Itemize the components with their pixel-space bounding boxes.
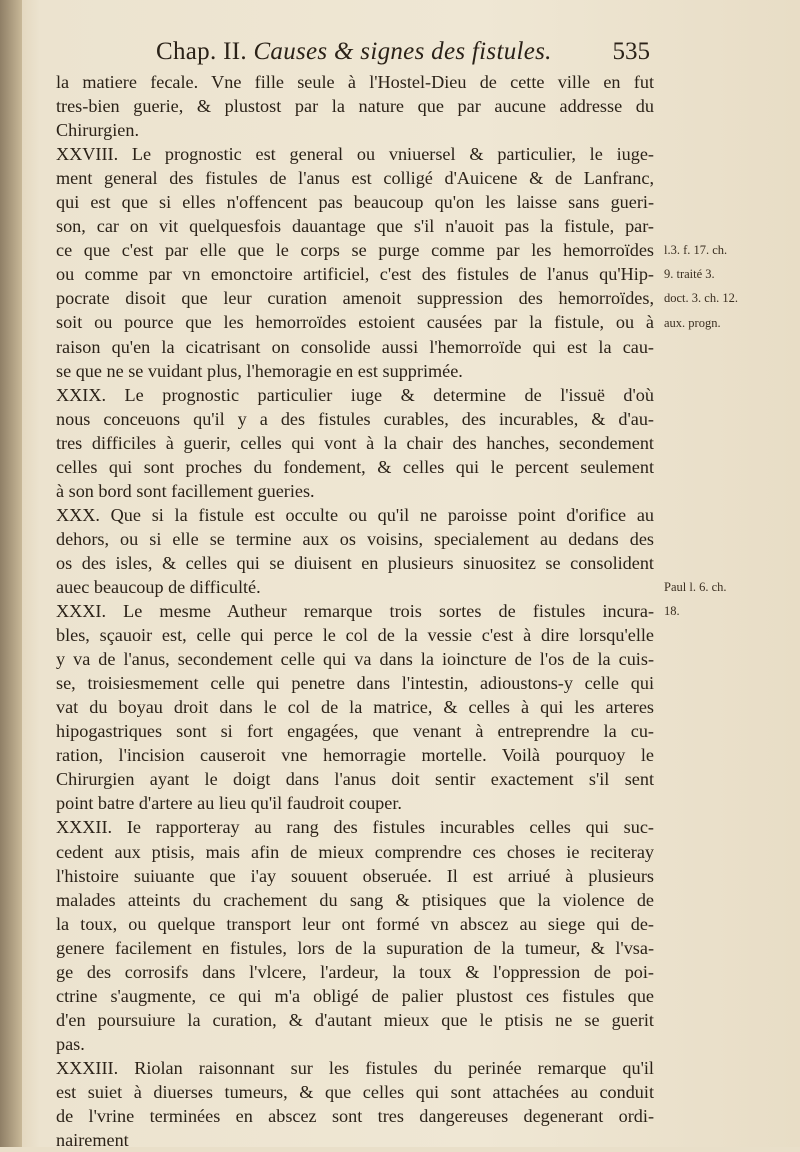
text-line: la toux, ou quelque transport leur ont formé vn abscez au siege qui de- — [56, 913, 654, 934]
running-head-title — [156, 38, 552, 66]
text-line: nairement — [56, 1130, 129, 1151]
text-line: vat du boyau droit dans le col de la matrice, & celles à qui les arteres — [56, 697, 654, 718]
page-gutter-shadow — [0, 0, 22, 1147]
text-line: ration, l'incision causeroit vne hemorragie mortelle. Voilà pourquoy le — [56, 745, 654, 766]
text-line: pocrate disoit que leur curation amenoit suppression des hemorroïdes, — [56, 288, 654, 309]
margin-note: l.3. f. 17. ch. — [664, 243, 728, 258]
text-line: cedent aux ptisis, mais afin de mieux comprendre ces choses ie reciteray — [56, 841, 654, 862]
text-line: tres-bien guerie, & plustost par la nature que par aucune addresse du — [56, 96, 654, 117]
text-line: XXXII. Ie rapporteray au rang des fistules incurables celles qui suc- — [56, 817, 654, 838]
text-line: auec beaucoup de difficulté. — [56, 576, 261, 597]
text-line: XXXI. Le mesme Autheur remarque trois sortes de fistules incura- — [56, 601, 654, 622]
text-line: XXVIII. Le prognostic est general ou vniuersel & particulier, le iuge- — [56, 144, 654, 165]
text-line: soit ou pource que les hemorroïdes estoient causées par la fistule, ou à — [56, 312, 654, 333]
text-line: nous conceuons qu'il y a des fistules curables, des incurables, & d'au- — [56, 408, 654, 429]
text-line: hipogastriques sont si fort engagées, que venant à entreprendre la cu- — [56, 721, 654, 742]
text-line: Chirurgien ayant le doigt dans l'anus doit sentir exactement s'il sent — [56, 769, 654, 790]
text-line: est suiet à diuerses tumeurs, & que celles qui sont attachées au conduit — [56, 1081, 654, 1102]
text-line: ce que c'est par elle que le corps se purge comme par les hemorroïdes — [56, 240, 654, 261]
text-line: son, car on vit quelquesfois dauantage que s'il n'auoit pas la fistule, par- — [56, 216, 654, 237]
text-line: se, troisiesmement celle qui penetre dans l'intestin, adioustons-y celle qui — [56, 673, 654, 694]
margin-note: Paul l. 6. ch. — [664, 580, 727, 595]
text-line: qui est que si elles n'offencent pas beaucoup qu'on les laisse sans gueri- — [56, 192, 654, 213]
text-line: dehors, ou si elle se termine aux os voisins, specialement au dedans des — [56, 528, 654, 549]
chapter-label: Chap. II. — [156, 38, 247, 65]
text-line: à son bord sont facillement gueries. — [56, 480, 315, 501]
margin-note: 9. traité 3. — [664, 267, 715, 282]
text-line: pas. — [56, 1033, 85, 1054]
text-line: bles, sçauoir est, celle qui perce le col de la vessie c'est à dire lorsqu'elle — [56, 625, 654, 646]
text-line: l'histoire suiuante que i'ay souuent obseruée. Il est arriué à plusieurs — [56, 865, 654, 886]
text-line: se que ne se vuidant plus, l'hemoragie en est supprimée. — [56, 360, 463, 381]
text-line: ou comme par vn emonctoire artificiel, c'est des fistules de l'anus qu'Hip- — [56, 264, 654, 285]
text-line: de l'vrine terminées en abscez sont tres dangereuses degenerant ordi- — [56, 1106, 654, 1127]
margin-note: doct. 3. ch. 12. — [664, 291, 738, 306]
text-line: XXXIII. Riolan raisonnant sur les fistules du perinée remarque qu'il — [56, 1057, 654, 1078]
text-line: os des isles, & celles qui se diuisent en plusieurs sinuositez se consolident — [56, 552, 654, 573]
text-line: la matiere fecale. Vne fille seule à l'Hostel-Dieu de cette ville en fut — [56, 72, 654, 92]
text-line: XXIX. Le prognostic particulier iuge & determine de l'issuë d'où — [56, 384, 654, 405]
margin-note: 18. — [664, 604, 680, 619]
text-line: ctrine s'augmente, ce qui m'a obligé de palier plustost ces fistules que — [56, 985, 654, 1006]
body-text — [56, 70, 654, 1152]
running-head — [40, 38, 650, 72]
text-line: raison qu'en la cicatrisant on consolide aussi l'hemorroïde qui est la cau- — [56, 336, 654, 357]
text-line: malades atteints du crachement du sang & ptisiques que la violence de — [56, 889, 654, 910]
text-line: celles qui sont proches du fondement, & celles qui le percent seulement — [56, 456, 654, 477]
text-line: ge des corrosifs dans l'vlcere, l'ardeur, la toux & l'oppression de poi- — [56, 961, 654, 982]
page-number: 535 — [612, 38, 650, 65]
text-line: d'en poursuiure la curation, & d'autant mieux que le ptisis ne se guerit — [56, 1009, 654, 1030]
text-line: ment general des fistules de l'anus est colligé d'Auicene & de Lanfranc, — [56, 168, 654, 189]
text-line: y va de l'anus, secondement celle qui va dans la ioincture de l'os de la cuis- — [56, 649, 654, 670]
chapter-title: Causes & signes des fistules. — [253, 38, 552, 65]
text-line: tres difficiles à guerir, celles qui vont à la chair des hanches, secondement — [56, 432, 654, 453]
margin-note: aux. progn. — [664, 315, 721, 330]
text-line: XXX. Que si la fistule est occulte ou qu'il ne paroisse point d'orifice au — [56, 504, 654, 525]
text-line: Chirurgien. — [56, 120, 140, 141]
text-line: point batre d'artere au lieu qu'il faudroit couper. — [56, 793, 402, 814]
text-line: genere facilement en fistules, lors de la supuration de la tumeur, & l'vsa- — [56, 937, 654, 958]
